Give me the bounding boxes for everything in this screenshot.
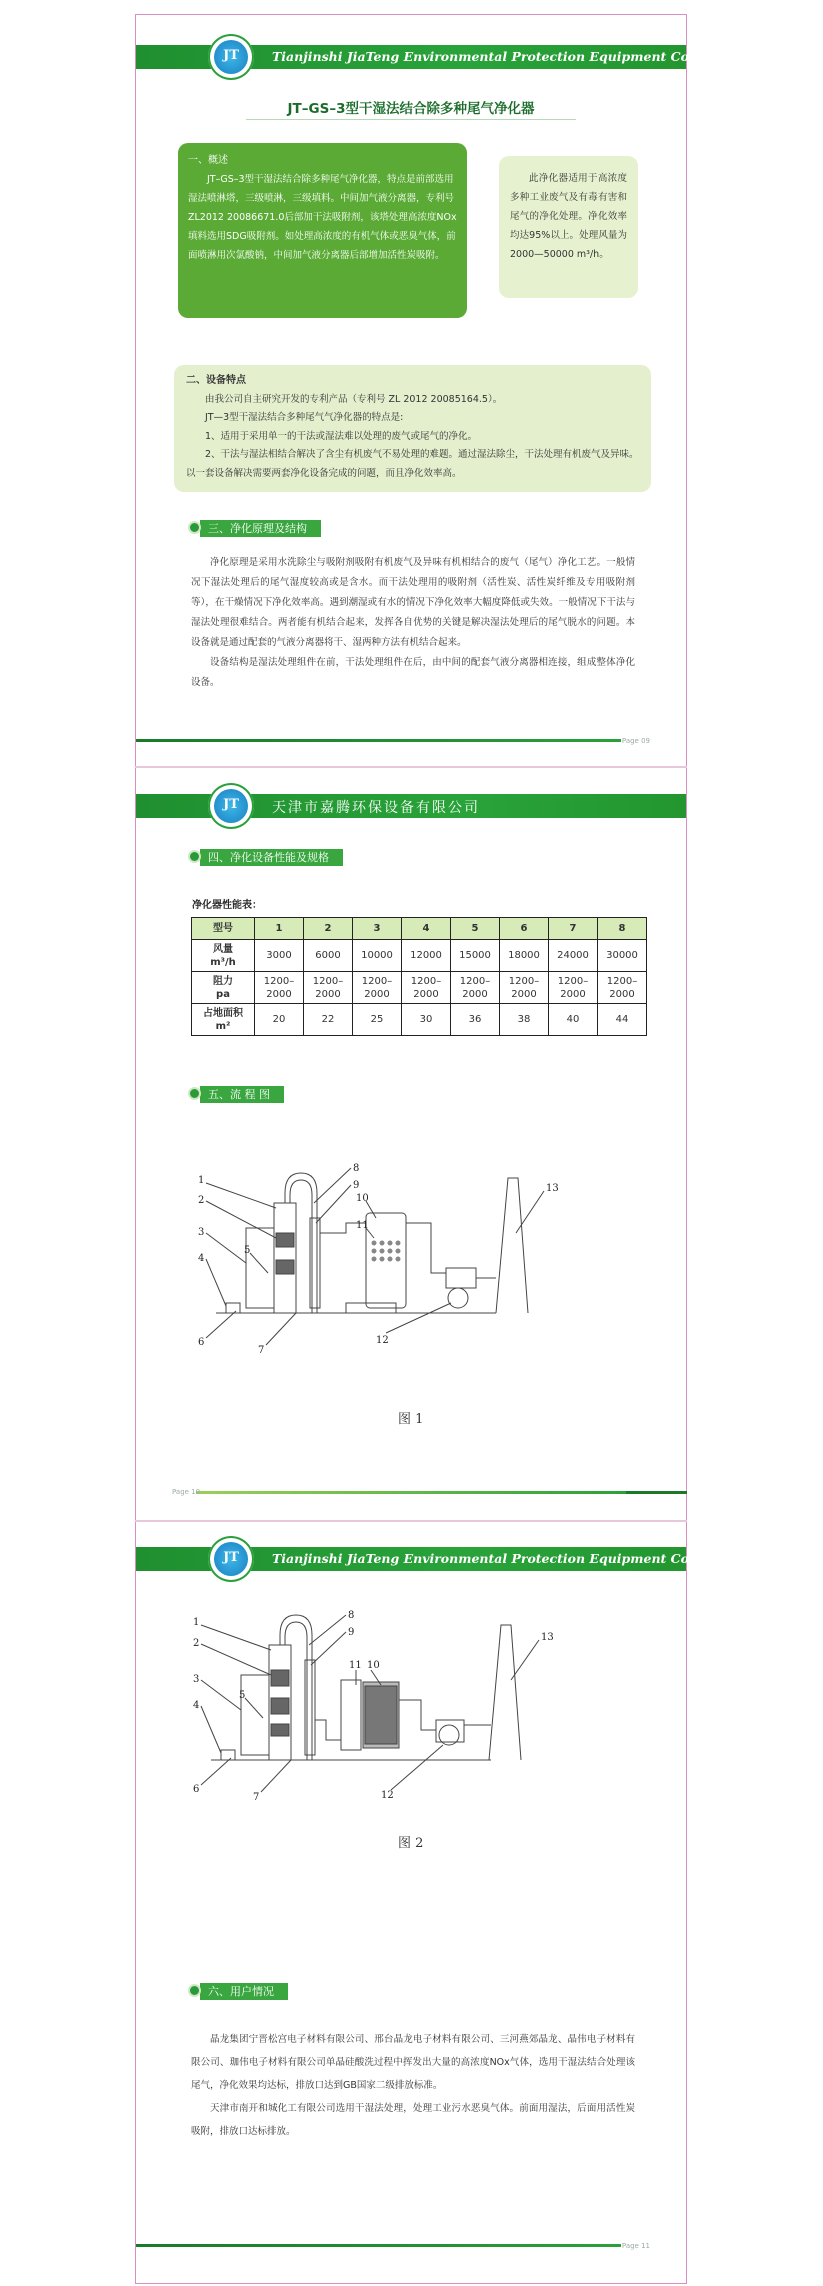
model-cell: 7 [549, 918, 598, 940]
section-title: 三、净化原理及结构 [200, 520, 321, 537]
section-bullet-icon [188, 1087, 201, 1100]
table-header-row [192, 918, 647, 940]
diagram-label: 12 [381, 1790, 394, 1801]
resistance-cell [402, 972, 451, 1004]
area-cell: 25 [353, 1004, 402, 1036]
diagram-label: 6 [193, 1784, 200, 1795]
area-cell: 20 [255, 1004, 304, 1036]
section-title: 六、用户情况 [200, 1983, 288, 2000]
logo-text: JT [223, 48, 239, 63]
header-company-cn: 天津市嘉腾环保设备有限公司 [272, 800, 480, 816]
overview-heading: 一、概述 [188, 155, 228, 166]
diagram-label: 12 [376, 1335, 389, 1346]
company-logo [208, 34, 254, 80]
diagram-label: 5 [239, 1690, 246, 1701]
row-header [192, 972, 255, 1004]
flow-cell: 10000 [353, 940, 402, 972]
model-cell: 4 [402, 918, 451, 940]
company-logo [208, 1536, 254, 1582]
area-cell: 40 [549, 1004, 598, 1036]
row-unit: pa [216, 988, 230, 1000]
overview-box [178, 143, 467, 318]
row-label: 阻力 [213, 975, 233, 987]
paragraph: 天津市南开和城化工有限公司选用干湿法处理，处理工业污水恶臭气体。前面用湿法，后面用活性炭吸附，排放口达标排放。 [191, 2103, 635, 2137]
area-cell: 38 [500, 1004, 549, 1036]
logo-text: JT [223, 1550, 239, 1565]
area-cell: 44 [598, 1004, 647, 1036]
diagram-label: 7 [253, 1792, 260, 1803]
section-bullet-icon [188, 1984, 201, 1997]
table-row [192, 972, 647, 1004]
row-header [192, 1004, 255, 1036]
row-unit: m² [215, 1020, 231, 1032]
model-cell: 3 [353, 918, 402, 940]
page-number: Page 09 [621, 737, 650, 745]
footer-rule [136, 739, 621, 742]
title-divider [246, 119, 576, 120]
resistance-cell [255, 972, 304, 1004]
row-header [192, 940, 255, 972]
diagram-label: 11 [349, 1660, 362, 1671]
resistance-cell [598, 972, 647, 1004]
range-start: 1200– [459, 975, 491, 987]
page-title: JT–GS–3型干湿法结合除多种尾气净化器 [287, 101, 535, 117]
range-start: 1200– [263, 975, 295, 987]
row-label: 占地面积 [203, 1007, 243, 1019]
features-line: 1、适用于采用单一的干法或湿法难以处理的废气或尾气的净化。 [205, 430, 478, 442]
model-cell: 5 [451, 918, 500, 940]
logo-text: JT [223, 797, 239, 812]
figure-caption: 图 1 [398, 1412, 424, 1427]
diagram-label: 2 [198, 1195, 205, 1206]
range-end: 2000 [462, 988, 488, 1000]
resistance-cell [353, 972, 402, 1004]
page-number: Page 10 [172, 1488, 201, 1496]
diagram-label: 7 [258, 1345, 265, 1356]
section-bullet-icon [188, 521, 201, 534]
overview-body: JT–GS–3型干湿法结合除多种尾气净化器，特点是前部选用湿法喷淋塔，三级喷淋，三级填料。中间加气液分离器，专利号ZL2012 20086671.0后部加干法吸附剂，该塔处理高浓度NOx填料选用SDG吸附剂。如处理高浓度的有机气体或恶臭气体，前面喷淋用次氯酸钠，中间加气液分离器后部增加活性炭吸附。 [188, 174, 457, 261]
footer-rule [136, 2244, 621, 2247]
range-end: 2000 [511, 988, 537, 1000]
range-end: 2000 [413, 988, 439, 1000]
range-start: 1200– [312, 975, 344, 987]
resistance-cell [451, 972, 500, 1004]
diagram-label: 5 [244, 1245, 251, 1256]
row-label: 风量 [213, 943, 233, 955]
spec-table-title: 净化器性能表： [192, 900, 262, 911]
spec-table [191, 917, 647, 1036]
footer-rule [196, 1491, 626, 1494]
flow-cell: 6000 [304, 940, 353, 972]
diagram-label: 4 [193, 1700, 200, 1711]
range-end: 2000 [609, 988, 635, 1000]
range-start: 1200– [361, 975, 393, 987]
flow-cell: 3000 [255, 940, 304, 972]
page-11 [135, 1522, 721, 2284]
table-row [192, 940, 647, 972]
page-09 [135, 14, 721, 766]
flow-cell: 30000 [598, 940, 647, 972]
page-number: Page 11 [621, 2242, 650, 2250]
company-logo [208, 783, 254, 829]
model-cell: 6 [500, 918, 549, 940]
diagram-label: 1 [193, 1617, 200, 1628]
range-end: 2000 [266, 988, 292, 1000]
features-line: JT—3型干湿法结合多种尾气气净化器的特点是: [205, 412, 404, 423]
range-start: 1200– [508, 975, 540, 987]
features-box [174, 365, 651, 492]
features-line: 2、干法与湿法相结合解决了含尘有机废气不易处理的难题。通过湿法除尘，干法处理有机废气及异味。以一套设备解决需要两套净化设备完成的问题，而且净化效率高。 [186, 449, 639, 479]
diagram-label: 9 [348, 1627, 355, 1638]
diagram-label: 1 [198, 1175, 205, 1186]
resistance-cell [304, 972, 353, 1004]
diagram-label: 10 [367, 1660, 380, 1671]
range-end: 2000 [315, 988, 341, 1000]
features-heading: 二、设备特点 [186, 375, 246, 386]
process-diagram-2 [191, 1610, 631, 1810]
page-10 [135, 768, 687, 1520]
area-cell: 36 [451, 1004, 500, 1036]
diagram-label: 8 [353, 1163, 360, 1174]
diagram-label: 3 [193, 1674, 200, 1685]
diagram-label: 6 [198, 1337, 205, 1348]
paragraph: 设备结构是湿法处理组件在前，干法处理组件在后，由中间的配套气液分离器相连接，组成整体净化设备。 [191, 657, 635, 688]
area-cell: 30 [402, 1004, 451, 1036]
header-company-en: Tianjinshi JiaTeng Environmental Protection Equipment Co.,Ltd [272, 1551, 721, 1566]
model-cell: 1 [255, 918, 304, 940]
process-diagram-1 [196, 1163, 636, 1363]
footer-rule-dark [626, 1491, 687, 1494]
row-unit: m³/h [210, 956, 236, 968]
flow-cell: 12000 [402, 940, 451, 972]
model-cell: 2 [304, 918, 353, 940]
principle-text [191, 553, 635, 693]
resistance-cell [549, 972, 598, 1004]
diagram-label: 4 [198, 1253, 205, 1264]
row-header: 型号 [192, 918, 255, 940]
range-start: 1200– [557, 975, 589, 987]
section-bullet-icon [188, 850, 201, 863]
diagram-label: 13 [546, 1183, 559, 1194]
flow-cell: 15000 [451, 940, 500, 972]
diagram-label: 10 [356, 1193, 369, 1204]
diagram-label: 9 [353, 1180, 360, 1191]
figure-caption: 图 2 [398, 1836, 424, 1851]
resistance-cell [500, 972, 549, 1004]
range-end: 2000 [364, 988, 390, 1000]
user-cases-text [191, 2028, 635, 2143]
flow-cell: 24000 [549, 940, 598, 972]
header-company-en: Tianjinshi JiaTeng Environmental Protection Equipment Co.,Ltd [272, 49, 721, 64]
range-end: 2000 [560, 988, 586, 1000]
application-note: 此净化器适用于高浓度多种工业废气及有毒有害和尾气的净化处理。净化效率均达95%以上。处理风量为2000—50000 m³/h。 [499, 156, 638, 298]
table-row [192, 1004, 647, 1036]
diagram-label: 13 [541, 1632, 554, 1643]
range-start: 1200– [410, 975, 442, 987]
diagram-label: 11 [356, 1220, 369, 1231]
paragraph: 净化原理是采用水洗除尘与吸附剂吸附有机废气及异味有机相结合的废气（尾气）净化工艺。一般情况下湿法处理后的尾气湿度较高或是含水。而干法处理用的吸附剂（活性炭、活性炭纤维及专用吸附剂等），在干燥情况下净化效率高。遇到潮湿或有水的情况下净化效率大幅度降低或失效。一般情况下干法与湿法处理很难结合。两者能有机结合起来，发挥各自优势的关键是解决湿法处理后的尾气脱水的问题。本设备就是通过配套的气液分离器将干、湿两种方法有机结合起来。 [191, 557, 635, 648]
diagram-label: 3 [198, 1227, 205, 1238]
range-start: 1200– [606, 975, 638, 987]
flow-cell: 18000 [500, 940, 549, 972]
section-title: 四、净化设备性能及规格 [200, 849, 343, 866]
diagram-label: 8 [348, 1610, 355, 1621]
area-cell: 22 [304, 1004, 353, 1036]
paragraph: 晶龙集团宁晋松宫电子材料有限公司、邢台晶龙电子材料有限公司、三河燕郊晶龙、晶伟电子材料有限公司、珈伟电子材料有限公司单晶硅酸洗过程中挥发出大量的高浓度NOx气体，选用干湿法结合处理该尾气，净化效果均达标，排放口达到GB国家二级排放标准。 [191, 2034, 635, 2091]
model-cell: 8 [598, 918, 647, 940]
section-title: 五、流 程 图 [200, 1086, 284, 1103]
features-line: 由我公司自主研究开发的专利产品（专利号 ZL 2012 20085164.5）。 [205, 393, 503, 405]
diagram-label: 2 [193, 1638, 200, 1649]
